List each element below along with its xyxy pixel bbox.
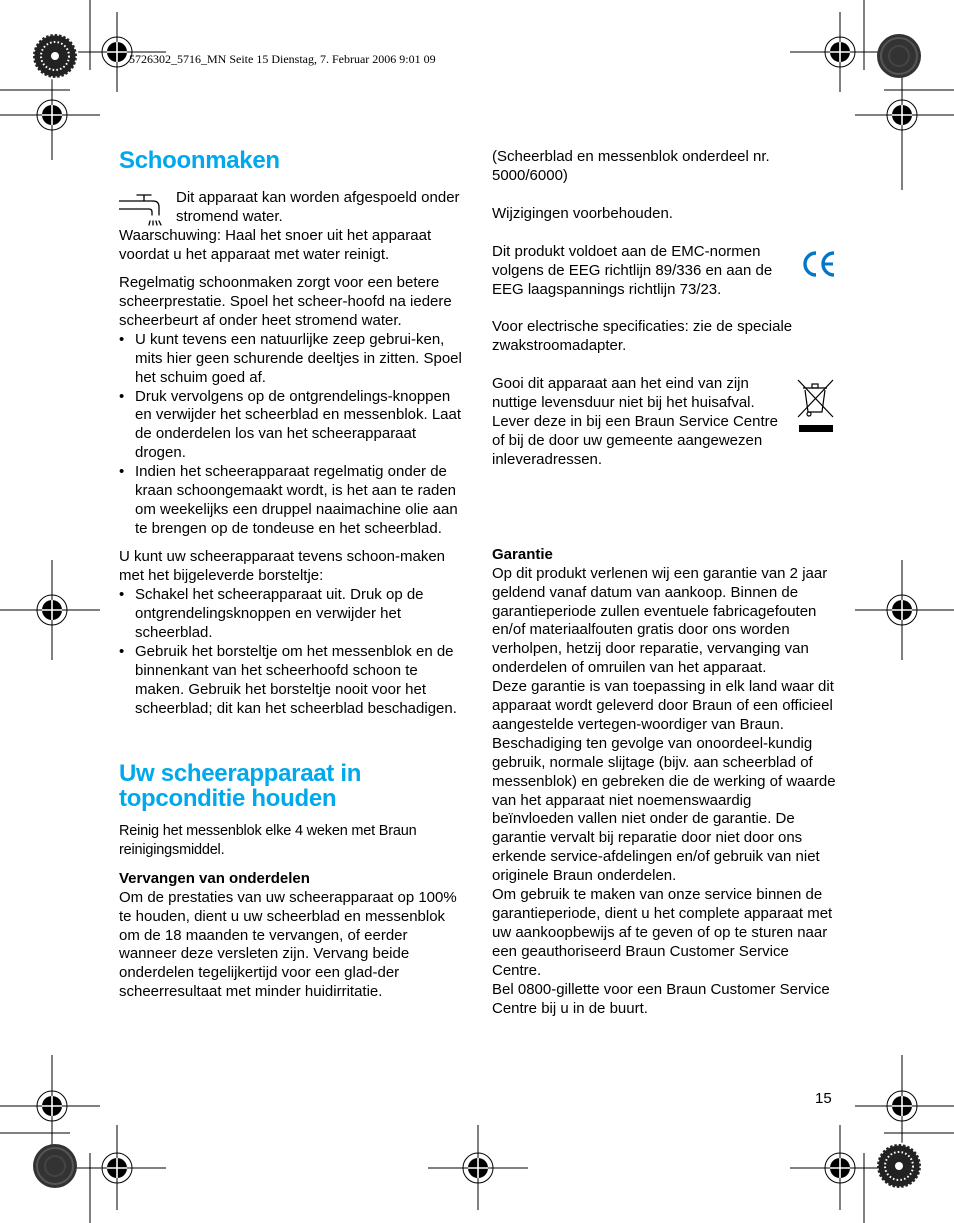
subheading-vervangen: Vervangen van onderdelen: [119, 869, 310, 887]
warranty-text-5: Bel 0800-gillette voor een Braun Customer Service Centre bij u in de buurt.: [492, 980, 830, 1017]
cleaning-intro: Regelmatig schoonmaken zorgt voor een betere scheerprestatie. Spoel het scheer-hoofd na iedere scheerbeurt af onder heet stromend water.: [119, 274, 452, 329]
list-item: • Indien het scheerapparaat regelmatig onder de kraan schoongemaakt wordt, is het aan te raden om weekelijks een druppel naaimachine olie aan te brengen op de tondeuse en het scheerblad.: [119, 463, 464, 539]
left-column: [119, 148, 464, 1002]
electrical-spec-text: Voor electrische specificaties: zie de speciale zwakstroomadapter.: [492, 318, 793, 355]
disposal-paragraph: [492, 375, 837, 470]
list-item: • Schakel het scheerapparaat uit. Druk op de ontgrendelingsknoppen en verwijder het scheerblad.: [119, 586, 464, 643]
cleaning-list: [119, 331, 464, 539]
brush-intro: U kunt uw scheerapparaat tevens schoon-maken met het bijgeleverde borsteltje:: [119, 548, 446, 585]
list-item: • U kunt tevens een natuurlijke zeep gebrui-ken, mits hier geen schurende deeltjes in zitten. Spoel het schuim goed af.: [119, 331, 464, 388]
replace-text: Om de prestaties van uw scheerapparaat op 100% te houden, dient u uw scheerblad en messenblok om de 18 maanden te vervangen, of eerder wanneer deze versleten zijn. Vervang beide onderdelen tegelijkertijd voor een glad-der scheerresultaat met minder huidirritatie.: [119, 888, 457, 1001]
emc-text: Dit produkt voldoet aan de EMC-normen volgens de EEG richtlijn 89/336 en aan de EEG laagspannings richtlijn 73/23.: [492, 242, 773, 298]
crossed-bin-icon: [797, 379, 835, 437]
ce-mark-icon: [799, 249, 837, 279]
brush-list: [119, 586, 464, 718]
page-number: 15: [815, 1090, 832, 1107]
disposal-text: Gooi dit apparaat aan het eind van zijn nuttige levensduur niet bij het huisafval. Lever deze in bij een Braun Service Centre of bij de door uw gemeente aangewezen inleveradressen.: [492, 375, 778, 468]
changes-reserved-text: Wijzigingen voorbehouden.: [492, 204, 673, 222]
heading-schoonmaken: Schoonmaken: [119, 147, 280, 174]
water-tap-icon: [119, 193, 163, 227]
warranty-text-2: Deze garantie is van toepassing in elk land waar dit apparaat wordt geleverd door Braun of een officieel aangestelde vertegen-woordiger van Braun.: [492, 678, 834, 733]
part-number-text: (Scheerblad en messenblok onderdeel nr. 5000/6000): [492, 148, 770, 184]
rinse-text: Dit apparaat kan worden afgespoeld onder stromend water.: [176, 189, 460, 225]
list-item: • Gebruik het borsteltje om het messenblok en de binnenkant van het scheerhoofd schoon te maken. Gebruik het borsteltje nooit voor het scheerblad; dit kan het scheerblad beschadigen.: [119, 643, 464, 719]
warranty-text-4: Om gebruik te maken van onze service binnen de garantieperiode, dient u het complete apparaat met uw aankoopbewijs af te geven of op te sturen naar een geauthoriseerd Braun Customer Service Centre.: [492, 886, 833, 979]
print-slug: 5726302_5716_MN Seite 15 Dienstag, 7. Februar 2006 9:01 09: [129, 52, 436, 66]
right-column: [492, 148, 837, 1018]
warranty-text-3: Beschadiging ten gevolge van onoordeel-kundig gebruik, normale slijtage (bijv. aan scheerblad of messenblok) en gebreken die de werking of waarde van het apparaat niet noemenswaardig beïnvloeden vallen niet onder de garantie. De garantie vervalt bij reparatie door niet door ons erkende service-afdelingen en/of gebruik van niet originele Braun onderdelen.: [492, 734, 836, 885]
heading-topconditie: Uw scheerapparaat in topconditie houden: [119, 760, 362, 813]
list-item: • Druk vervolgens op de ontgrendelings-knoppen en verwijder het scheerblad en messenblok. Laat de onderdelen los van het scheerapparaat drogen.: [119, 388, 464, 464]
warranty-text-1: Op dit produkt verlenen wij een garantie van 2 jaar geldend vanaf datum van aankoop. Binnen de garantieperiode zullen eventuele fabricagefouten en/of materiaalfouten gratis door ons worden verholpen, hetzij door reparatie, vervanging van onderdelen of omruilen van het apparaat.: [492, 564, 828, 677]
emc-paragraph: [492, 243, 837, 300]
maintenance-text: Reinig het messenblok elke 4 weken met Braun reinigingsmiddel.: [119, 823, 417, 859]
rinse-paragraph: [119, 189, 464, 227]
subheading-garantie: Garantie: [492, 545, 553, 563]
warning-text: Waarschuwing: Haal het snoer uit het apparaat voordat u het apparaat met water reinigt.: [119, 226, 432, 263]
